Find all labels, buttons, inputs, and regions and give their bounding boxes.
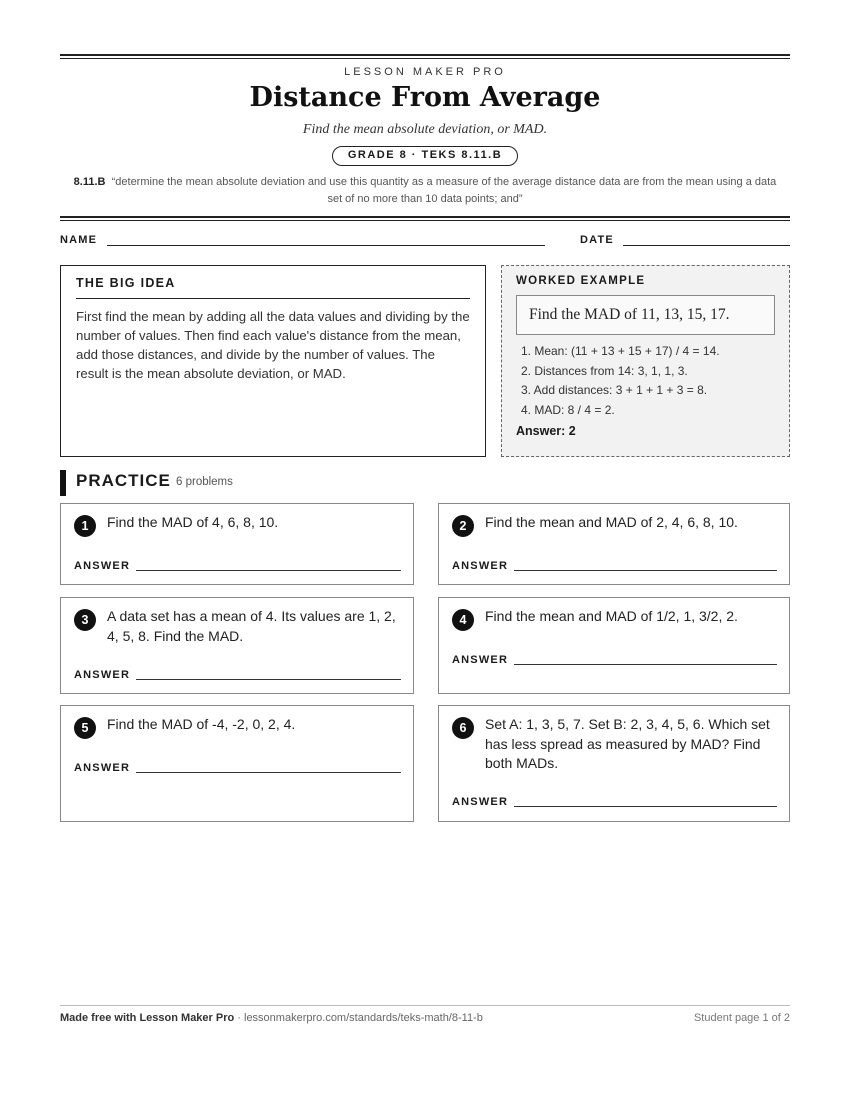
- practice-count: 6 problems: [176, 476, 233, 488]
- date-label: DATE: [580, 234, 614, 246]
- standard-code: 8.11.B: [73, 176, 106, 188]
- problem-number-badge: 1: [74, 515, 96, 537]
- problem-text: Find the mean and MAD of 2, 4, 6, 8, 10.: [485, 514, 738, 530]
- problem-card-5: [60, 705, 414, 822]
- footer-rule: [60, 1005, 790, 1006]
- grade-badge: GRADE 8 · TEKS 8.11.B: [332, 146, 518, 166]
- page-subtitle: Find the mean absolute deviation, or MAD.: [302, 122, 548, 137]
- worked-example-box: [501, 265, 790, 457]
- top-rule: [60, 54, 790, 59]
- worked-step: 3. Add distances: 3 + 1 + 1 + 3 = 8.: [521, 383, 708, 397]
- date-field[interactable]: [623, 245, 790, 246]
- problem-text: A data set has a mean of 4. Its values are 1, 2, 4, 5, 8. Find the MAD.: [107, 608, 396, 644]
- footer-credit: [60, 1012, 483, 1024]
- footer-separator: ·: [234, 1012, 244, 1024]
- answer-label: ANSWER: [74, 669, 131, 681]
- problem-card-3: [60, 597, 414, 694]
- problem-text: Find the MAD of -4, -2, 0, 2, 4.: [107, 716, 296, 732]
- problem-text: Find the MAD of 4, 6, 8, 10.: [107, 514, 279, 530]
- worked-step: 1. Mean: (11 + 13 + 15 + 17) / 4 = 14.: [521, 344, 720, 358]
- worked-example-heading: WORKED EXAMPLE: [516, 275, 646, 287]
- answer-label: ANSWER: [452, 796, 509, 808]
- problem-number-badge: 2: [452, 515, 474, 537]
- practice-heading: PRACTICE: [76, 471, 171, 490]
- problem-card-2: [438, 503, 790, 585]
- problem-number-badge: 6: [452, 717, 474, 739]
- worked-step: 4. MAD: 8 / 4 = 2.: [521, 402, 615, 417]
- answer-line[interactable]: [514, 570, 777, 571]
- brand-label: LESSON MAKER PRO: [344, 66, 506, 78]
- problem-card-4: [438, 597, 790, 694]
- problem-card-1: [60, 503, 414, 585]
- answer-line[interactable]: [136, 570, 401, 571]
- problem-text: Find the mean and MAD of 1/2, 1, 3/2, 2.: [485, 608, 738, 624]
- answer-line[interactable]: [136, 679, 401, 680]
- practice-accent-bar: [60, 470, 66, 496]
- answer-label: ANSWER: [452, 654, 509, 666]
- footer-made-with: Made free with Lesson Maker Pro: [60, 1012, 235, 1024]
- answer-line[interactable]: [136, 772, 401, 773]
- problem-text: Set A: 1, 3, 5, 7. Set B: 2, 3, 4, 5, 6. Which set has less spread as measured by MAD? Find both MADs.: [485, 716, 770, 771]
- answer-line[interactable]: [514, 664, 777, 665]
- big-idea-body: First find the mean by adding all the data values and dividing by the number of values. Then find each value's distance from the mean, add those distances, and divide by the number of values. The result is the mean absolute deviation, or MAD.: [76, 309, 470, 381]
- big-idea-box: [60, 265, 486, 457]
- problem-card-6: [438, 705, 790, 822]
- header-rule: [60, 216, 790, 221]
- standard-text: “determine the mean absolute deviation and use this quantity as a measure of the average distance data are from the mean using a data set of no more than 10 data points; and”: [111, 176, 777, 205]
- footer-url-link[interactable]: lessonmakerpro.com/standards/teks-math/8-11-b: [244, 1012, 483, 1024]
- big-idea-heading: THE BIG IDEA: [76, 276, 470, 299]
- worked-example-answer: Answer: 2: [516, 424, 576, 438]
- answer-label: ANSWER: [452, 560, 509, 572]
- answer-label: ANSWER: [74, 560, 131, 572]
- worked-step: 2. Distances from 14: 3, 1, 1, 3.: [521, 363, 688, 378]
- name-label: NAME: [60, 234, 98, 246]
- problem-number-badge: 3: [74, 609, 96, 631]
- worksheet-page: [60, 0, 790, 1100]
- answer-line[interactable]: [514, 806, 777, 807]
- page-title: Distance From Average: [249, 82, 601, 113]
- standard-description: [70, 174, 780, 208]
- worked-example-steps: [516, 342, 775, 420]
- worked-example-problem: Find the MAD of 11, 13, 15, 17.: [516, 295, 775, 335]
- footer-page-number: Student page 1 of 2: [693, 1012, 790, 1024]
- problem-number-badge: 5: [74, 717, 96, 739]
- answer-label: ANSWER: [74, 762, 131, 774]
- problem-number-badge: 4: [452, 609, 474, 631]
- name-field[interactable]: [107, 245, 545, 246]
